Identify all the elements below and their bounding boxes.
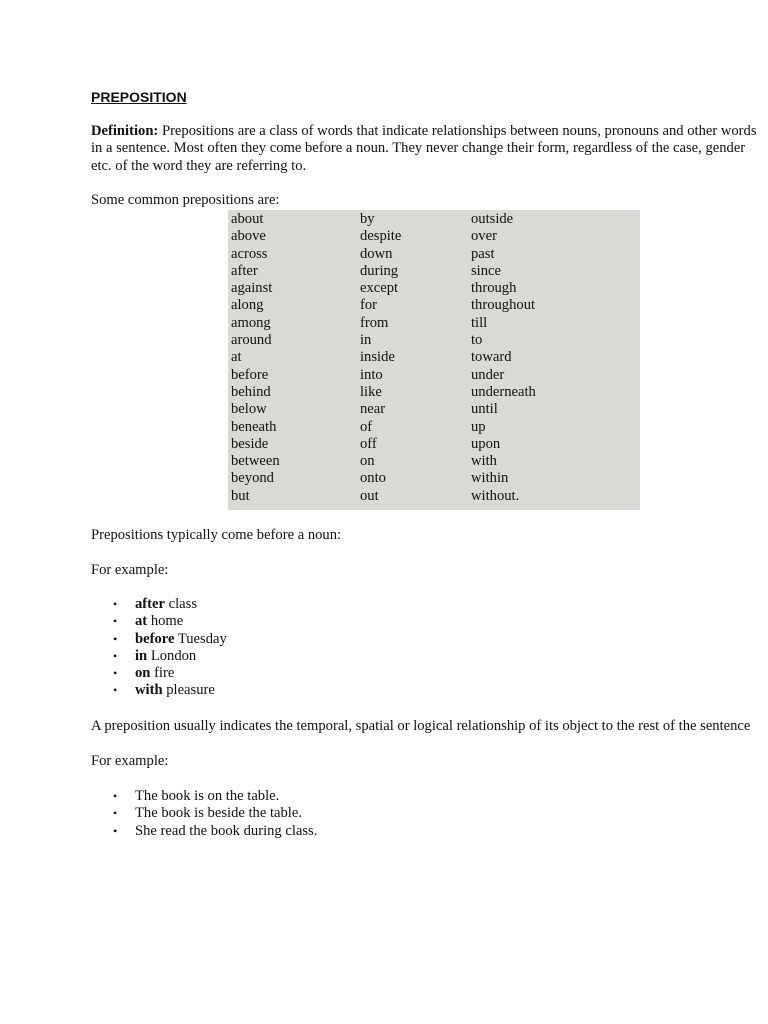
preposition-word: on <box>360 453 375 470</box>
example-preposition: on <box>135 665 151 682</box>
preposition-word: except <box>360 280 399 297</box>
bullet-icon: • <box>113 648 118 663</box>
preposition-word: around <box>231 332 272 349</box>
bullet-icon: • <box>113 823 118 838</box>
preposition-word: about <box>231 211 264 227</box>
prepositions-column-3 <box>471 211 536 505</box>
bullet-icon: • <box>113 683 118 698</box>
definition-line-3: etc. of the word they are referring to. <box>91 157 307 174</box>
preposition-word: up <box>471 418 486 435</box>
preposition-word: since <box>471 262 501 279</box>
before-noun-paragraph: Prepositions typically come before a noun: <box>91 527 342 543</box>
preposition-word: near <box>360 401 386 418</box>
preposition-word: between <box>231 453 280 470</box>
preposition-word: off <box>360 435 377 452</box>
bullet-icon: • <box>113 614 118 629</box>
preposition-word: by <box>360 211 375 227</box>
bullet-icon: • <box>113 806 118 821</box>
preposition-word: despite <box>360 228 402 245</box>
preposition-word: toward <box>471 349 512 366</box>
definition-line-1 <box>91 123 768 140</box>
preposition-word: beneath <box>231 418 277 435</box>
preposition-word: of <box>360 418 373 435</box>
preposition-word: after <box>231 262 258 279</box>
example-preposition: in <box>135 647 148 664</box>
example-object: fire <box>150 665 175 682</box>
bullet-icon: • <box>113 631 118 646</box>
preposition-word: beside <box>231 435 269 452</box>
preposition-word: without. <box>471 487 520 504</box>
preposition-word: inside <box>360 349 395 366</box>
preposition-word: at <box>231 349 242 366</box>
preposition-word: against <box>231 280 273 297</box>
example-preposition: after <box>135 596 165 612</box>
example-preposition: at <box>135 613 148 630</box>
preposition-word: beyond <box>231 470 274 487</box>
prepositions-table <box>228 210 640 510</box>
preposition-word: throughout <box>471 297 536 314</box>
example-object: Tuesday <box>174 630 227 647</box>
example-preposition: before <box>135 630 175 647</box>
example-sentence: The book is on the table. <box>135 788 280 804</box>
preposition-word: from <box>360 314 389 331</box>
preposition-word: down <box>360 245 393 262</box>
example-preposition: with <box>135 682 163 699</box>
preposition-word: until <box>471 401 498 418</box>
preposition-word: outside <box>471 211 514 227</box>
for-example-label: For example: <box>91 562 169 578</box>
page-title: PREPOSITION <box>91 89 187 105</box>
definition-label: Definition: <box>91 123 159 139</box>
preposition-word: above <box>231 228 266 245</box>
definition-line-2: in a sentence. Most often they come before a noun. They never change their form, regardless of the case, gender <box>91 140 746 157</box>
preposition-word: to <box>471 332 483 349</box>
for-example-label-2: For example: <box>91 753 169 769</box>
preposition-word: for <box>360 297 378 314</box>
preposition-word: underneath <box>471 383 536 400</box>
preposition-word: below <box>231 401 267 418</box>
bullet-icon: • <box>113 597 118 611</box>
preposition-word: upon <box>471 435 501 452</box>
preposition-word: across <box>231 245 268 262</box>
preposition-word: under <box>471 366 505 383</box>
example-object: London <box>147 647 197 664</box>
preposition-word: among <box>231 314 271 331</box>
example-object: class <box>164 596 198 612</box>
preposition-word: with <box>471 453 497 470</box>
preposition-word: over <box>471 228 497 245</box>
preposition-word: during <box>360 262 399 279</box>
preposition-word: till <box>471 314 488 331</box>
preposition-word: past <box>471 245 495 262</box>
example-sentence: She read the book during class. <box>135 822 318 839</box>
preposition-word: onto <box>360 470 386 487</box>
example-object: home <box>147 613 184 630</box>
definition-text-1: Prepositions are a class of words that indicate relationships between nouns, pronouns and other words <box>161 123 757 139</box>
prepositions-intro: Some common prepositions are: <box>91 192 280 208</box>
definition-paragraph <box>91 123 768 175</box>
preposition-word: within <box>471 470 509 487</box>
example-sentence: The book is beside the table. <box>135 805 302 822</box>
preposition-word: like <box>360 383 382 400</box>
preposition-word: along <box>231 297 264 314</box>
preposition-word: out <box>360 487 379 504</box>
preposition-word: but <box>231 487 250 504</box>
preposition-word: before <box>231 366 269 383</box>
relationship-paragraph: A preposition usually indicates the temporal, spatial or logical relationship of its object to the rest of the sentence <box>91 718 751 734</box>
prepositions-column-2 <box>360 211 401 505</box>
example-object: pleasure <box>162 682 215 699</box>
bullet-icon: • <box>113 789 118 803</box>
preposition-word: behind <box>231 383 271 400</box>
preposition-word: in <box>360 332 372 349</box>
preposition-word: into <box>360 366 383 383</box>
prepositions-column-1 <box>231 211 280 505</box>
bullet-icon: • <box>113 666 118 681</box>
preposition-word: through <box>471 280 517 297</box>
